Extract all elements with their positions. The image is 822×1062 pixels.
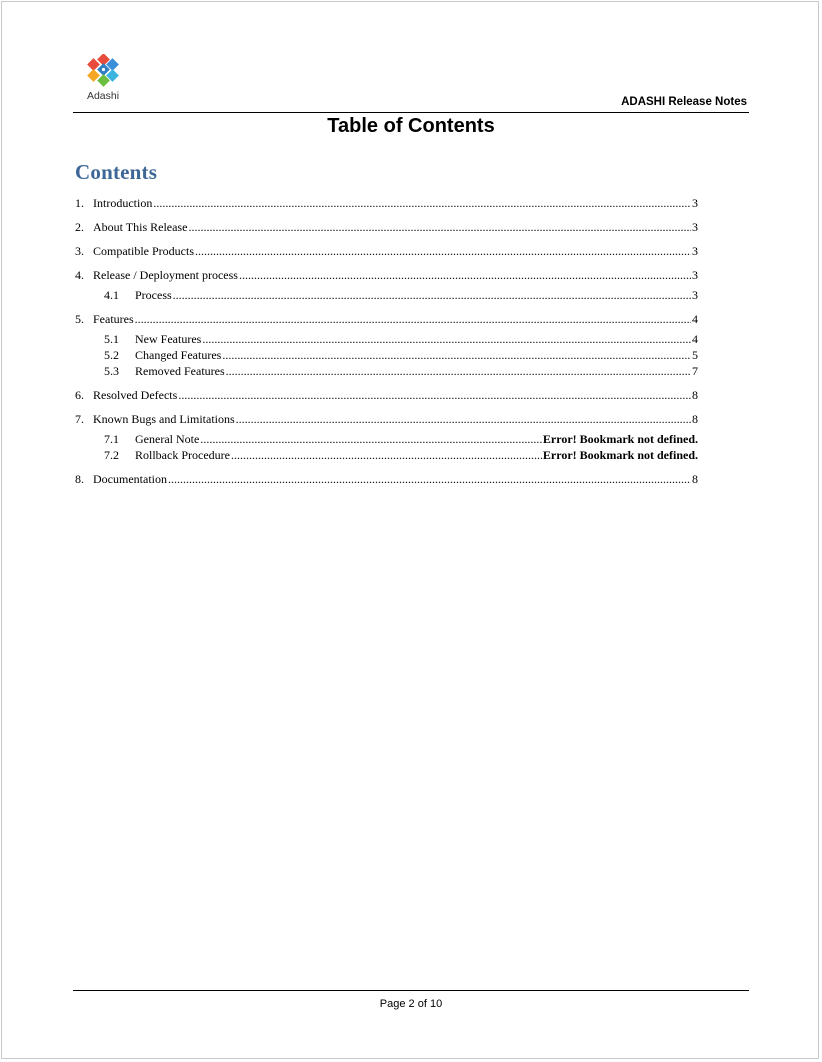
logo-text: Adashi xyxy=(86,90,120,102)
toc-entry-page: 5 xyxy=(692,348,698,362)
toc-entry-number: 6. xyxy=(75,388,84,402)
toc-entry[interactable] xyxy=(104,348,698,362)
toc-leader-dots xyxy=(168,472,691,486)
toc-entry-title: Introduction xyxy=(93,196,153,210)
adashi-logo xyxy=(82,54,126,104)
toc-entry[interactable] xyxy=(75,196,698,210)
toc-leader-dots xyxy=(200,432,542,446)
toc-entry[interactable] xyxy=(104,288,698,302)
toc-entry-number: 8. xyxy=(75,472,84,486)
toc-entry-number: 7.2 xyxy=(104,448,119,462)
page-title: Table of Contents xyxy=(327,115,495,137)
toc-entry-page: 3 xyxy=(692,268,698,282)
toc-leader-dots xyxy=(188,220,691,234)
toc-entry[interactable] xyxy=(75,412,698,426)
toc-entry[interactable] xyxy=(75,388,698,402)
toc-entry-number: 7.1 xyxy=(104,432,119,446)
toc-entry-page: 8 xyxy=(692,388,698,402)
toc-entry[interactable] xyxy=(75,268,698,282)
toc-entry-title: Compatible Products xyxy=(93,244,194,258)
toc-entry[interactable] xyxy=(104,448,698,462)
header-document-title: ADASHI Release Notes xyxy=(621,96,747,108)
toc-entry-title: Features xyxy=(93,312,134,326)
toc-entry-page: 3 xyxy=(692,220,698,234)
toc-entry[interactable] xyxy=(75,244,698,258)
toc-leader-dots xyxy=(153,196,691,210)
toc-leader-dots xyxy=(178,388,691,402)
toc-leader-dots xyxy=(236,412,691,426)
toc-entry-number: 5.3 xyxy=(104,364,119,378)
toc-entry-title: Resolved Defects xyxy=(93,388,178,402)
toc-entry[interactable] xyxy=(75,220,698,234)
toc-leader-dots xyxy=(222,348,691,362)
toc-leader-dots xyxy=(135,312,691,326)
toc-leader-dots xyxy=(226,364,691,378)
toc-entry-title: Rollback Procedure xyxy=(135,448,230,462)
toc-entry-number: 5.1 xyxy=(104,332,119,346)
toc-entry-title: Documentation xyxy=(93,472,167,486)
toc-entry-title: About This Release xyxy=(93,220,188,234)
toc-entry[interactable] xyxy=(75,472,698,486)
toc-entry-page: 8 xyxy=(692,412,698,426)
toc-entry-number: 4. xyxy=(75,268,84,282)
toc-entry-title: Known Bugs and Limitations xyxy=(93,412,235,426)
toc-entry-page: 8 xyxy=(692,472,698,486)
toc-entry-page: 3 xyxy=(692,288,698,302)
toc-entry-number: 3. xyxy=(75,244,84,258)
toc-entry-page: 3 xyxy=(692,196,698,210)
toc-entry-number: 7. xyxy=(75,412,84,426)
toc-entry-title: General Note xyxy=(135,432,200,446)
toc-entry-title: Process xyxy=(135,288,172,302)
toc-entry-number: 2. xyxy=(75,220,84,234)
toc-leader-dots xyxy=(202,332,691,346)
toc-entry-page-error: Error! Bookmark not defined. xyxy=(542,448,698,462)
toc-entry-title: New Features xyxy=(135,332,202,346)
toc-entry[interactable] xyxy=(104,332,698,346)
page-number: Page 2 of 10 xyxy=(379,998,443,1010)
toc-leader-dots xyxy=(173,288,691,302)
contents-heading: Contents xyxy=(75,160,158,184)
toc-entry-number: 1. xyxy=(75,196,84,210)
toc-entry-number: 5. xyxy=(75,312,84,326)
toc-leader-dots xyxy=(231,448,542,462)
toc-entry-title: Changed Features xyxy=(135,348,222,362)
toc-entry-page: 4 xyxy=(692,332,698,346)
toc-entry-number: 5.2 xyxy=(104,348,119,362)
header-divider xyxy=(73,112,749,113)
toc-entry[interactable] xyxy=(104,364,698,378)
toc-entry-title: Release / Deployment process xyxy=(93,268,238,282)
logo-mark-icon xyxy=(86,54,122,88)
toc-entry[interactable] xyxy=(75,312,698,326)
toc-entry-title: Removed Features xyxy=(135,364,225,378)
toc-entry[interactable] xyxy=(104,432,698,446)
toc-entry-page: 4 xyxy=(692,312,698,326)
toc-leader-dots xyxy=(239,268,691,282)
toc-entry-number: 4.1 xyxy=(104,288,119,302)
toc-entry-page: 3 xyxy=(692,244,698,258)
toc-entry-page: 7 xyxy=(692,364,698,378)
footer-divider xyxy=(73,990,749,991)
toc-entry-page-error: Error! Bookmark not defined. xyxy=(542,432,698,446)
toc-leader-dots xyxy=(195,244,691,258)
